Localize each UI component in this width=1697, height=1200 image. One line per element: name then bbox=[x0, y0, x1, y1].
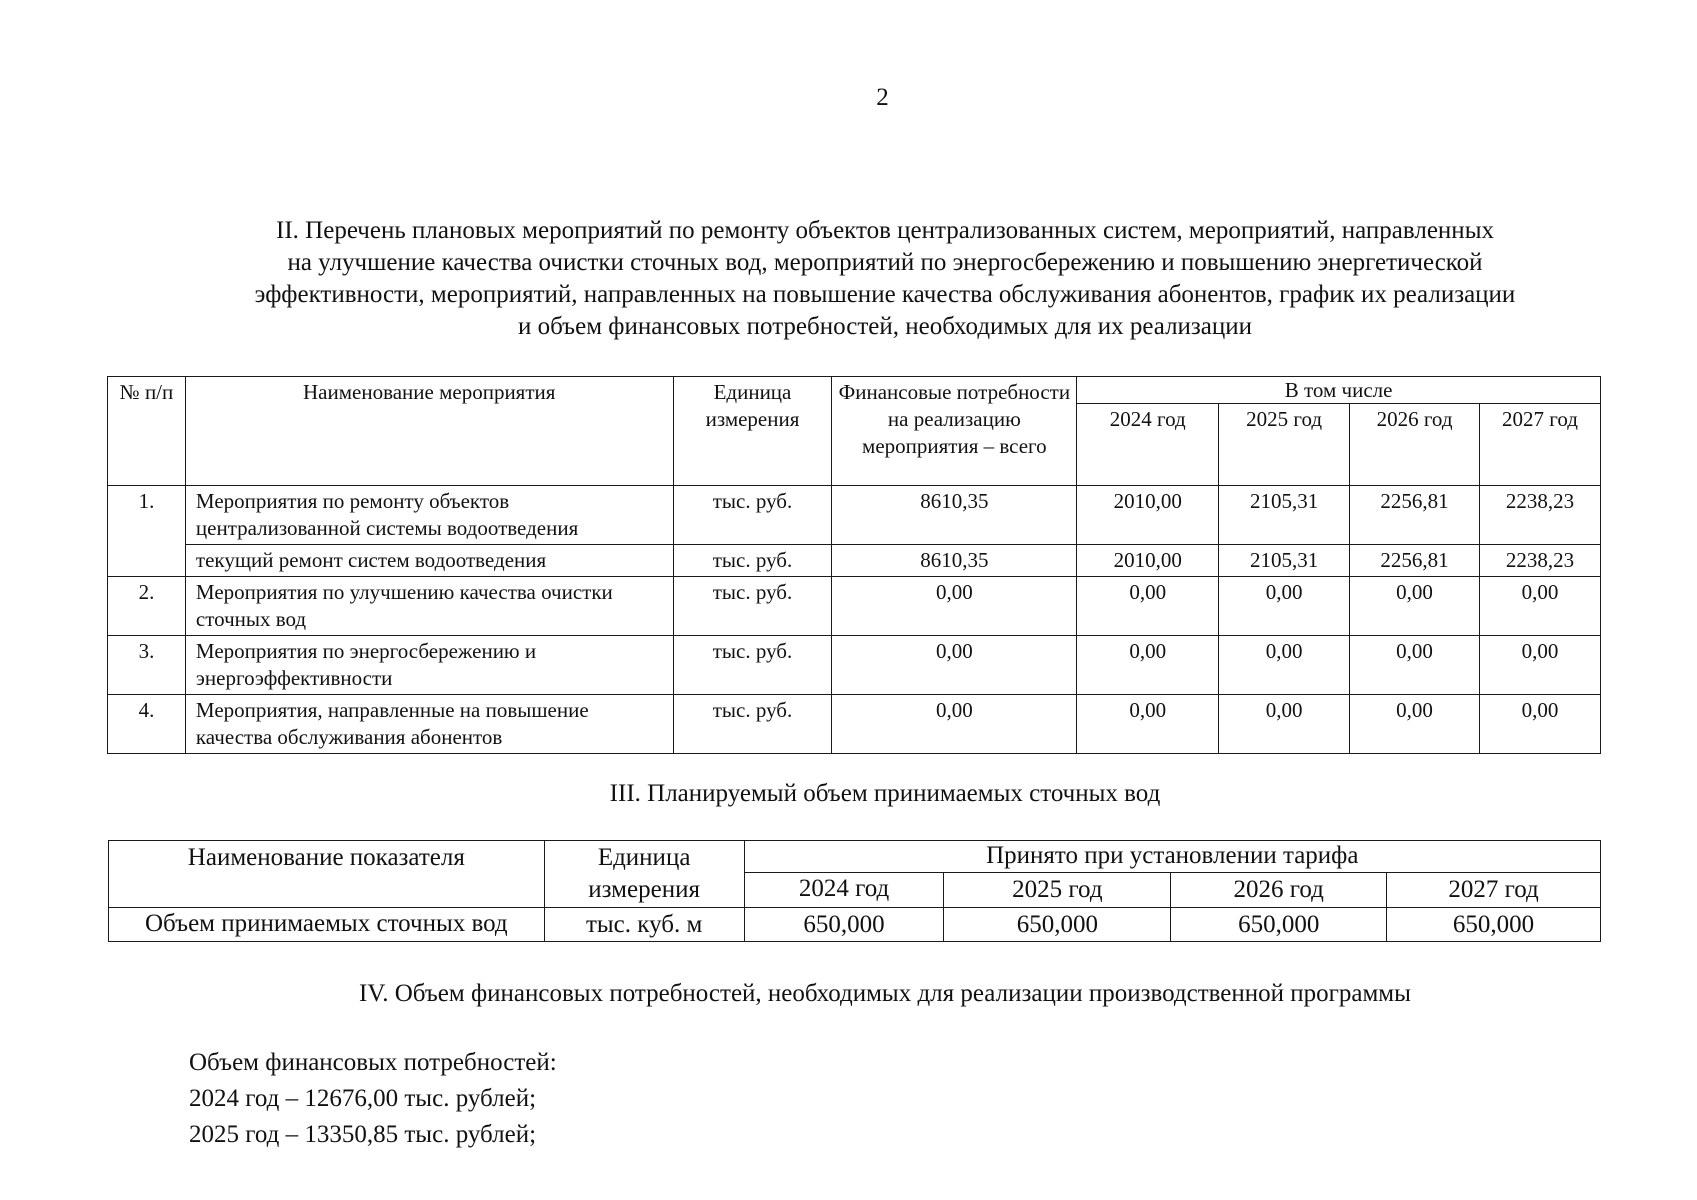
header-finance: Финансовые потребности на реализацию мероприятия – всего bbox=[832, 377, 1077, 486]
row-value: 2105,31 bbox=[1219, 545, 1350, 577]
table-row bbox=[108, 486, 1601, 545]
summary-line: 2025 год – 13350,85 тыс. рублей; bbox=[189, 1121, 537, 1148]
header-including: В том числе bbox=[1077, 377, 1601, 404]
summary-line: Объем финансовых потребностей: bbox=[189, 1049, 557, 1076]
row-value: 0,00 bbox=[1077, 695, 1219, 754]
header-indicator: Наименование показателя bbox=[109, 841, 545, 908]
row-value: 650,000 bbox=[944, 908, 1171, 942]
activities-table bbox=[107, 376, 1601, 754]
row-value: 0,00 bbox=[1077, 636, 1219, 695]
row-value: 0,00 bbox=[1219, 577, 1350, 636]
section-4-title: IV. Объем финансовых потребностей, необходимых для реализации производственной программы bbox=[359, 980, 1411, 1007]
section-3-title: III. Планируемый объем принимаемых сточных вод bbox=[609, 780, 1161, 807]
row-num: 3. bbox=[108, 636, 186, 695]
row-value: 2010,00 bbox=[1077, 545, 1219, 577]
wastewater-volume-table bbox=[108, 840, 1601, 942]
row-value: 0,00 bbox=[1077, 577, 1219, 636]
row-value: 0,00 bbox=[1480, 695, 1601, 754]
header-unit: Единица измерения bbox=[544, 841, 744, 908]
table-header-row bbox=[109, 841, 1601, 873]
header-accepted: Принято при установлении тарифа bbox=[744, 841, 1600, 873]
header-name: Наименование мероприятия bbox=[185, 377, 673, 486]
section-2-title-line: и объем финансовых потребностей, необходимых для их реализации bbox=[517, 313, 1253, 340]
section-2-title-line: II. Перечень плановых мероприятий по ремонту объектов централизованных систем, мероприятий, направленных bbox=[276, 217, 1494, 244]
row-unit: тыс. руб. bbox=[673, 545, 832, 577]
row-total: 0,00 bbox=[832, 577, 1077, 636]
row-name: Мероприятия по энергосбережению и энергоэффективности bbox=[185, 636, 673, 695]
row-unit: тыс. куб. м bbox=[544, 908, 744, 942]
header-year: 2026 год bbox=[1171, 872, 1387, 907]
row-unit: тыс. руб. bbox=[673, 486, 832, 545]
row-total: 8610,35 bbox=[832, 545, 1077, 577]
row-value: 2238,23 bbox=[1480, 545, 1601, 577]
header-year: 2026 год bbox=[1350, 404, 1480, 486]
row-value: 2256,81 bbox=[1350, 545, 1480, 577]
section-2-title-line: эффективности, мероприятий, направленных на повышение качества обслуживания абонентов, график их реализации bbox=[254, 281, 1516, 308]
row-num: 2. bbox=[108, 577, 186, 636]
table-row bbox=[108, 636, 1601, 695]
header-year: 2027 год bbox=[1387, 872, 1601, 907]
row-value: 2238,23 bbox=[1480, 486, 1601, 545]
header-unit: Единица измерения bbox=[673, 377, 832, 486]
row-num: 1. bbox=[108, 486, 186, 577]
header-year: 2024 год bbox=[744, 872, 944, 907]
table-row bbox=[108, 545, 1601, 577]
row-value: 0,00 bbox=[1219, 695, 1350, 754]
header-year: 2025 год bbox=[944, 872, 1171, 907]
row-value: 650,000 bbox=[744, 908, 944, 942]
row-total: 0,00 bbox=[832, 636, 1077, 695]
header-year: 2025 год bbox=[1219, 404, 1350, 486]
header-year: 2027 год bbox=[1480, 404, 1601, 486]
financial-summary bbox=[189, 1045, 557, 1153]
section-2-title-line: на улучшение качества очистки сточных вод, мероприятий по энергосбережению и повышению энергетической bbox=[287, 249, 1483, 276]
table-row bbox=[109, 908, 1601, 942]
row-total: 0,00 bbox=[832, 695, 1077, 754]
row-value: 0,00 bbox=[1219, 636, 1350, 695]
row-value: 0,00 bbox=[1480, 636, 1601, 695]
row-value: 650,000 bbox=[1387, 908, 1601, 942]
header-year: 2024 год bbox=[1077, 404, 1219, 486]
row-indicator: Объем принимаемых сточных вод bbox=[109, 908, 545, 942]
row-value: 2256,81 bbox=[1350, 486, 1480, 545]
row-name: Мероприятия по ремонту объектов централизованной системы водоотведения bbox=[185, 486, 673, 545]
table-row bbox=[108, 695, 1601, 754]
row-name: текущий ремонт систем водоотведения bbox=[185, 545, 673, 577]
row-value: 2105,31 bbox=[1219, 486, 1350, 545]
row-unit: тыс. руб. bbox=[673, 636, 832, 695]
row-name: Мероприятия, направленные на повышение качества обслуживания абонентов bbox=[185, 695, 673, 754]
row-total: 8610,35 bbox=[832, 486, 1077, 545]
table-row bbox=[108, 577, 1601, 636]
summary-line: 2024 год – 12676,00 тыс. рублей; bbox=[189, 1085, 537, 1112]
row-unit: тыс. руб. bbox=[673, 577, 832, 636]
section-2-title bbox=[120, 215, 1650, 343]
header-num: № п/п bbox=[108, 377, 186, 486]
row-name: Мероприятия по улучшению качества очистки сточных вод bbox=[185, 577, 673, 636]
row-value: 0,00 bbox=[1350, 577, 1480, 636]
page-number: 2 bbox=[876, 84, 889, 111]
table-header-row bbox=[108, 377, 1601, 404]
row-value: 0,00 bbox=[1350, 636, 1480, 695]
row-unit: тыс. руб. bbox=[673, 695, 832, 754]
row-value: 650,000 bbox=[1171, 908, 1387, 942]
row-value: 0,00 bbox=[1480, 577, 1601, 636]
row-value: 0,00 bbox=[1350, 695, 1480, 754]
row-num: 4. bbox=[108, 695, 186, 754]
row-value: 2010,00 bbox=[1077, 486, 1219, 545]
